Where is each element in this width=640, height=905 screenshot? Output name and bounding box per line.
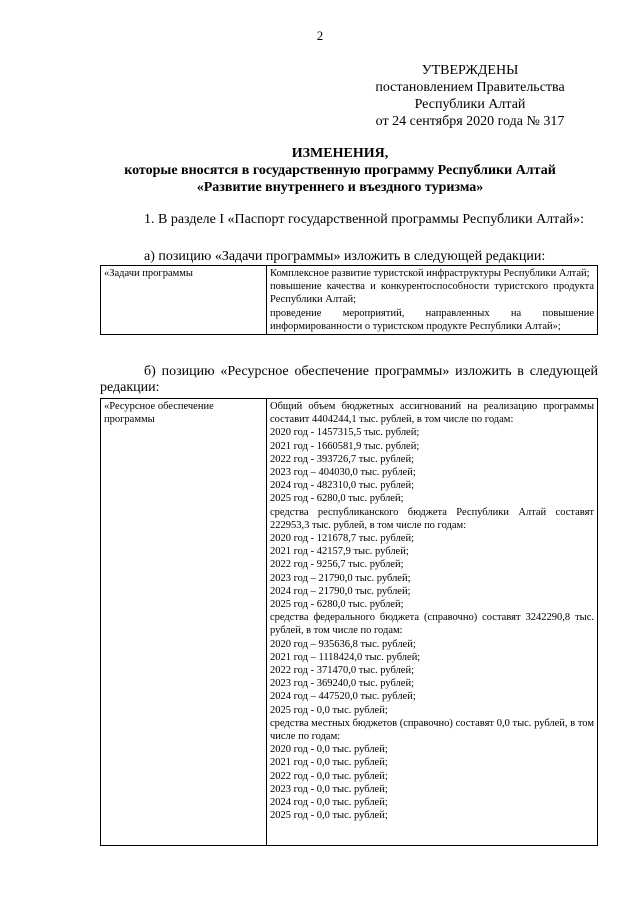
resources-content-cell xyxy=(267,399,598,846)
approval-block xyxy=(360,62,580,130)
approval-line: постановлением Правительства xyxy=(375,80,565,95)
resource-line: 2024 год - 0,0 тыс. рублей; xyxy=(270,797,388,809)
resource-line: 2022 год - 371470,0 тыс. рублей; xyxy=(270,665,415,677)
page-number: 2 xyxy=(316,28,324,43)
resource-line: 2020 год - 0,0 тыс. рублей; xyxy=(270,744,388,756)
resource-line: 2022 год - 393726,7 тыс. рублей; xyxy=(270,453,415,465)
resource-line: 2021 год - 1660581,9 тыс. рублей; xyxy=(270,440,420,452)
resource-line: Общий объем бюджетных ассигнований на реализацию программы составит 4404244,1 тыс. рублей, в том числе по годам: xyxy=(270,401,594,426)
task-item: Комплексное развитие туристской инфраструктуры Республики Алтай; xyxy=(270,268,590,279)
resource-line: 2021 год - 0,0 тыс. рублей; xyxy=(270,757,388,769)
resource-line: 2025 год - 0,0 тыс. рублей; xyxy=(270,810,388,822)
tasks-table xyxy=(100,265,598,335)
resource-line: 2022 год - 9256,7 тыс. рублей; xyxy=(270,559,404,571)
resource-line: 2021 год - 42157,9 тыс. рублей; xyxy=(270,546,409,558)
resource-line: средства федерального бюджета (справочно) составят 3242290,8 тыс. рублей, в том числе по годам: xyxy=(270,612,594,637)
resources-table xyxy=(100,398,598,846)
tasks-label-cell: «Задачи программы xyxy=(101,266,267,335)
item-a-paragraph: а) позицию «Задачи программы» изложить в следующей редакции: xyxy=(144,249,546,264)
resources-label-cell: «Ресурсное обеспечение программы xyxy=(101,399,267,846)
section-1-paragraph: 1. В разделе I «Паспорт государственной программы Республики Алтай»: xyxy=(144,212,585,227)
table-row xyxy=(101,266,598,335)
resource-line: 2025 год - 6280,0 тыс. рублей; xyxy=(270,493,404,505)
tasks-content-cell xyxy=(267,266,598,335)
approval-line: Республики Алтай xyxy=(414,97,526,112)
resource-line: 2023 год - 0,0 тыс. рублей; xyxy=(270,783,388,795)
document-title xyxy=(100,145,580,196)
resource-line: средства местных бюджетов (справочно) составят 0,0 тыс. рублей, в том числе по годам: xyxy=(270,717,594,743)
resource-line: 2025 год - 6280,0 тыс. рублей; xyxy=(270,599,404,611)
resource-line: 2021 год – 1118424,0 тыс. рублей; xyxy=(270,651,421,663)
table-row xyxy=(101,399,598,846)
resource-line: 2025 год - 0,0 тыс. рублей; xyxy=(270,704,388,716)
task-item: повышение качества и конкурентоспособности туристского продукта Республики Алтай; xyxy=(270,281,594,306)
task-item: проведение мероприятий, направленных на повышение информированности о туристском продукте Республики Алтай»; xyxy=(270,307,594,332)
resource-line: 2023 год – 404030,0 тыс. рублей; xyxy=(270,467,416,479)
resource-line: 2024 год – 21790,0 тыс. рублей; xyxy=(270,585,411,597)
approval-heading: УТВЕРЖДЕНЫ xyxy=(421,63,519,78)
resource-line: 2020 год - 1457315,5 тыс. рублей; xyxy=(270,427,420,439)
resource-line: 2023 год - 369240,0 тыс. рублей; xyxy=(270,678,415,690)
resource-line: 2020 год - 121678,7 тыс. рублей; xyxy=(270,533,415,545)
resource-line: 2022 год - 0,0 тыс. рублей; xyxy=(270,770,388,782)
title-heading: ИЗМЕНЕНИЯ, xyxy=(291,146,389,161)
resource-line: 2024 год - 482310,0 тыс. рублей; xyxy=(270,480,415,492)
resource-line: 2020 год – 935636,8 тыс. рублей; xyxy=(270,638,416,650)
item-b-paragraph: б) позицию «Ресурсное обеспечение программы» изложить в следующей редакции: xyxy=(100,364,598,395)
approval-date-line: от 24 сентября 2020 года № 317 xyxy=(375,114,565,129)
resource-line: средства республиканского бюджета Республики Алтай составят 222953,3 тыс. рублей, в том числе по годам: xyxy=(270,506,594,531)
resource-line: 2023 год – 21790,0 тыс. рублей; xyxy=(270,572,411,584)
title-subheading: которые вносятся в государственную программу Республики Алтай xyxy=(124,163,556,178)
resource-line: 2024 год – 447520,0 тыс. рублей; xyxy=(270,691,416,703)
title-program-name: «Развитие внутреннего и въездного туризма» xyxy=(196,180,484,195)
